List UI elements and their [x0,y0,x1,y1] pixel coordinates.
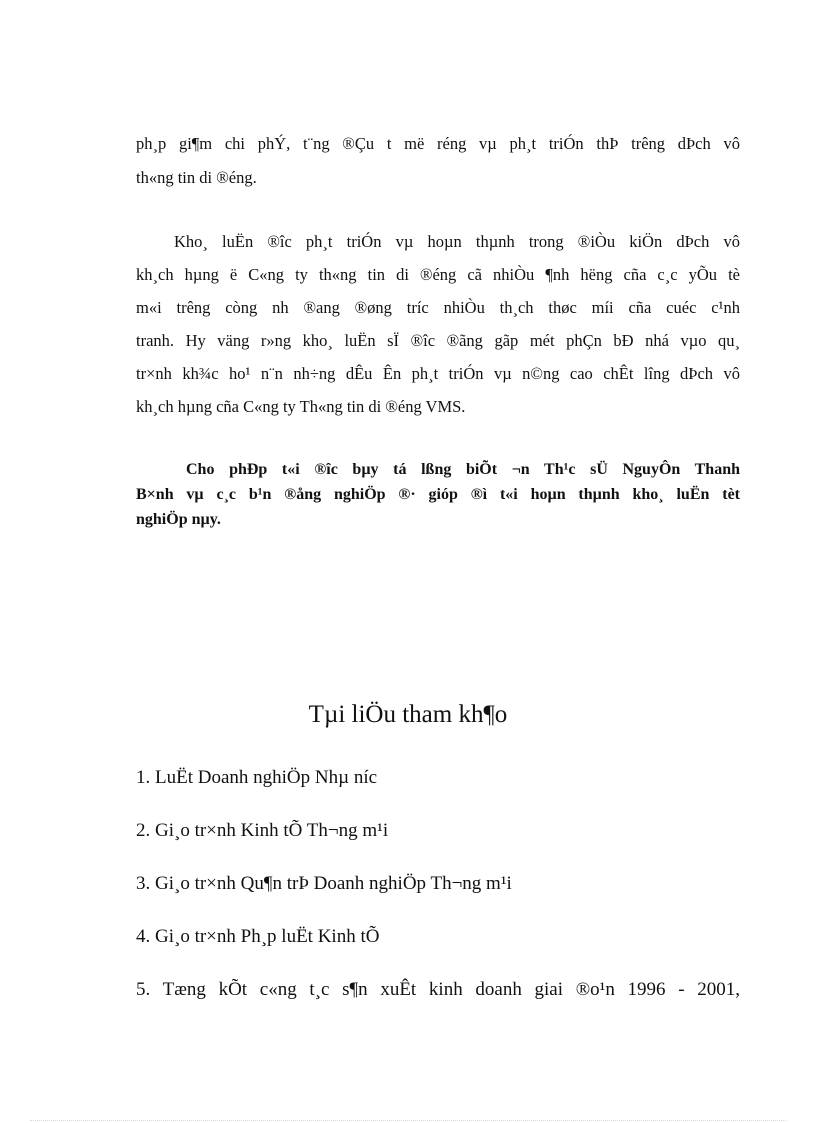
paragraph-2-line-4: tranh. Hy väng r»ng kho¸ luËn sÏ ®îc ®ãng gãp mét phÇn bÐ nhá vµo qu¸ [136,331,740,350]
paragraph-1-line-2: th«ng tin di ®éng. [136,168,257,187]
reference-item-5: 5. Tæng kÕt c«ng t¸c s¶n xuÊt kinh doanh giai ®o¹n 1996 - 2001, [136,979,740,1000]
paragraph-1-line-1: ph¸p gi¶m chi phÝ, t¨ng ®Çu t më réng vµ ph¸t triÓn thÞ trêng dÞch vô [136,134,740,153]
reference-item-2: 2. Gi¸o tr×nh Kinh tÕ Th¬ng m¹i [136,820,389,841]
references-title: Tµi liÖu tham kh¶o [308,701,508,728]
paragraph-2-line-1: Kho¸ luËn ®îc ph¸t triÓn vµ hoµn thµnh trong ®iÒu kiÖn dÞch vô [174,232,740,251]
acknowledgement-line-3: nghiÖp nµy. [136,511,221,528]
paragraph-2-line-6: kh¸ch hµng cña C«ng ty Th«ng tin di ®éng VMS. [136,397,466,416]
acknowledgement-line-2: B×nh vµ c¸c b¹n ®ång nghiÖp ®· gióp ®ì t«i hoµn thµnh kho¸ luËn tèt [136,486,740,503]
paragraph-2-line-3: m«i trêng còng nh ®ang ®øng tríc nhiÒu th¸ch thøc míi cña cuéc c¹nh [136,298,740,317]
paragraph-2-line-2: kh¸ch hµng ë C«ng ty th«ng tin di ®éng cã nhiÒu ¶nh hëng cña c¸c yÕu tè [136,265,740,284]
page-bottom-divider [30,1120,786,1121]
paragraph-2-line-5: tr×nh kh¾c ho¹ n¨n nh÷ng dÊu Ên ph¸t triÓn vµ n©ng cao chÊt lîng dÞch vô [136,364,740,383]
reference-item-3: 3. Gi¸o tr×nh Qu¶n trÞ Doanh nghiÖp Th¬ng m¹i [136,873,512,894]
reference-item-4: 4. Gi¸o tr×nh Ph¸p luËt Kinh tÕ [136,926,380,947]
acknowledgement-line-1: Cho phÐp t«i ®îc bµy tá lßng biÕt ¬n Th¹c sÜ NguyÔn Thanh [186,461,740,478]
reference-item-1: 1. LuËt Doanh nghiÖp Nhµ níc [136,767,378,788]
